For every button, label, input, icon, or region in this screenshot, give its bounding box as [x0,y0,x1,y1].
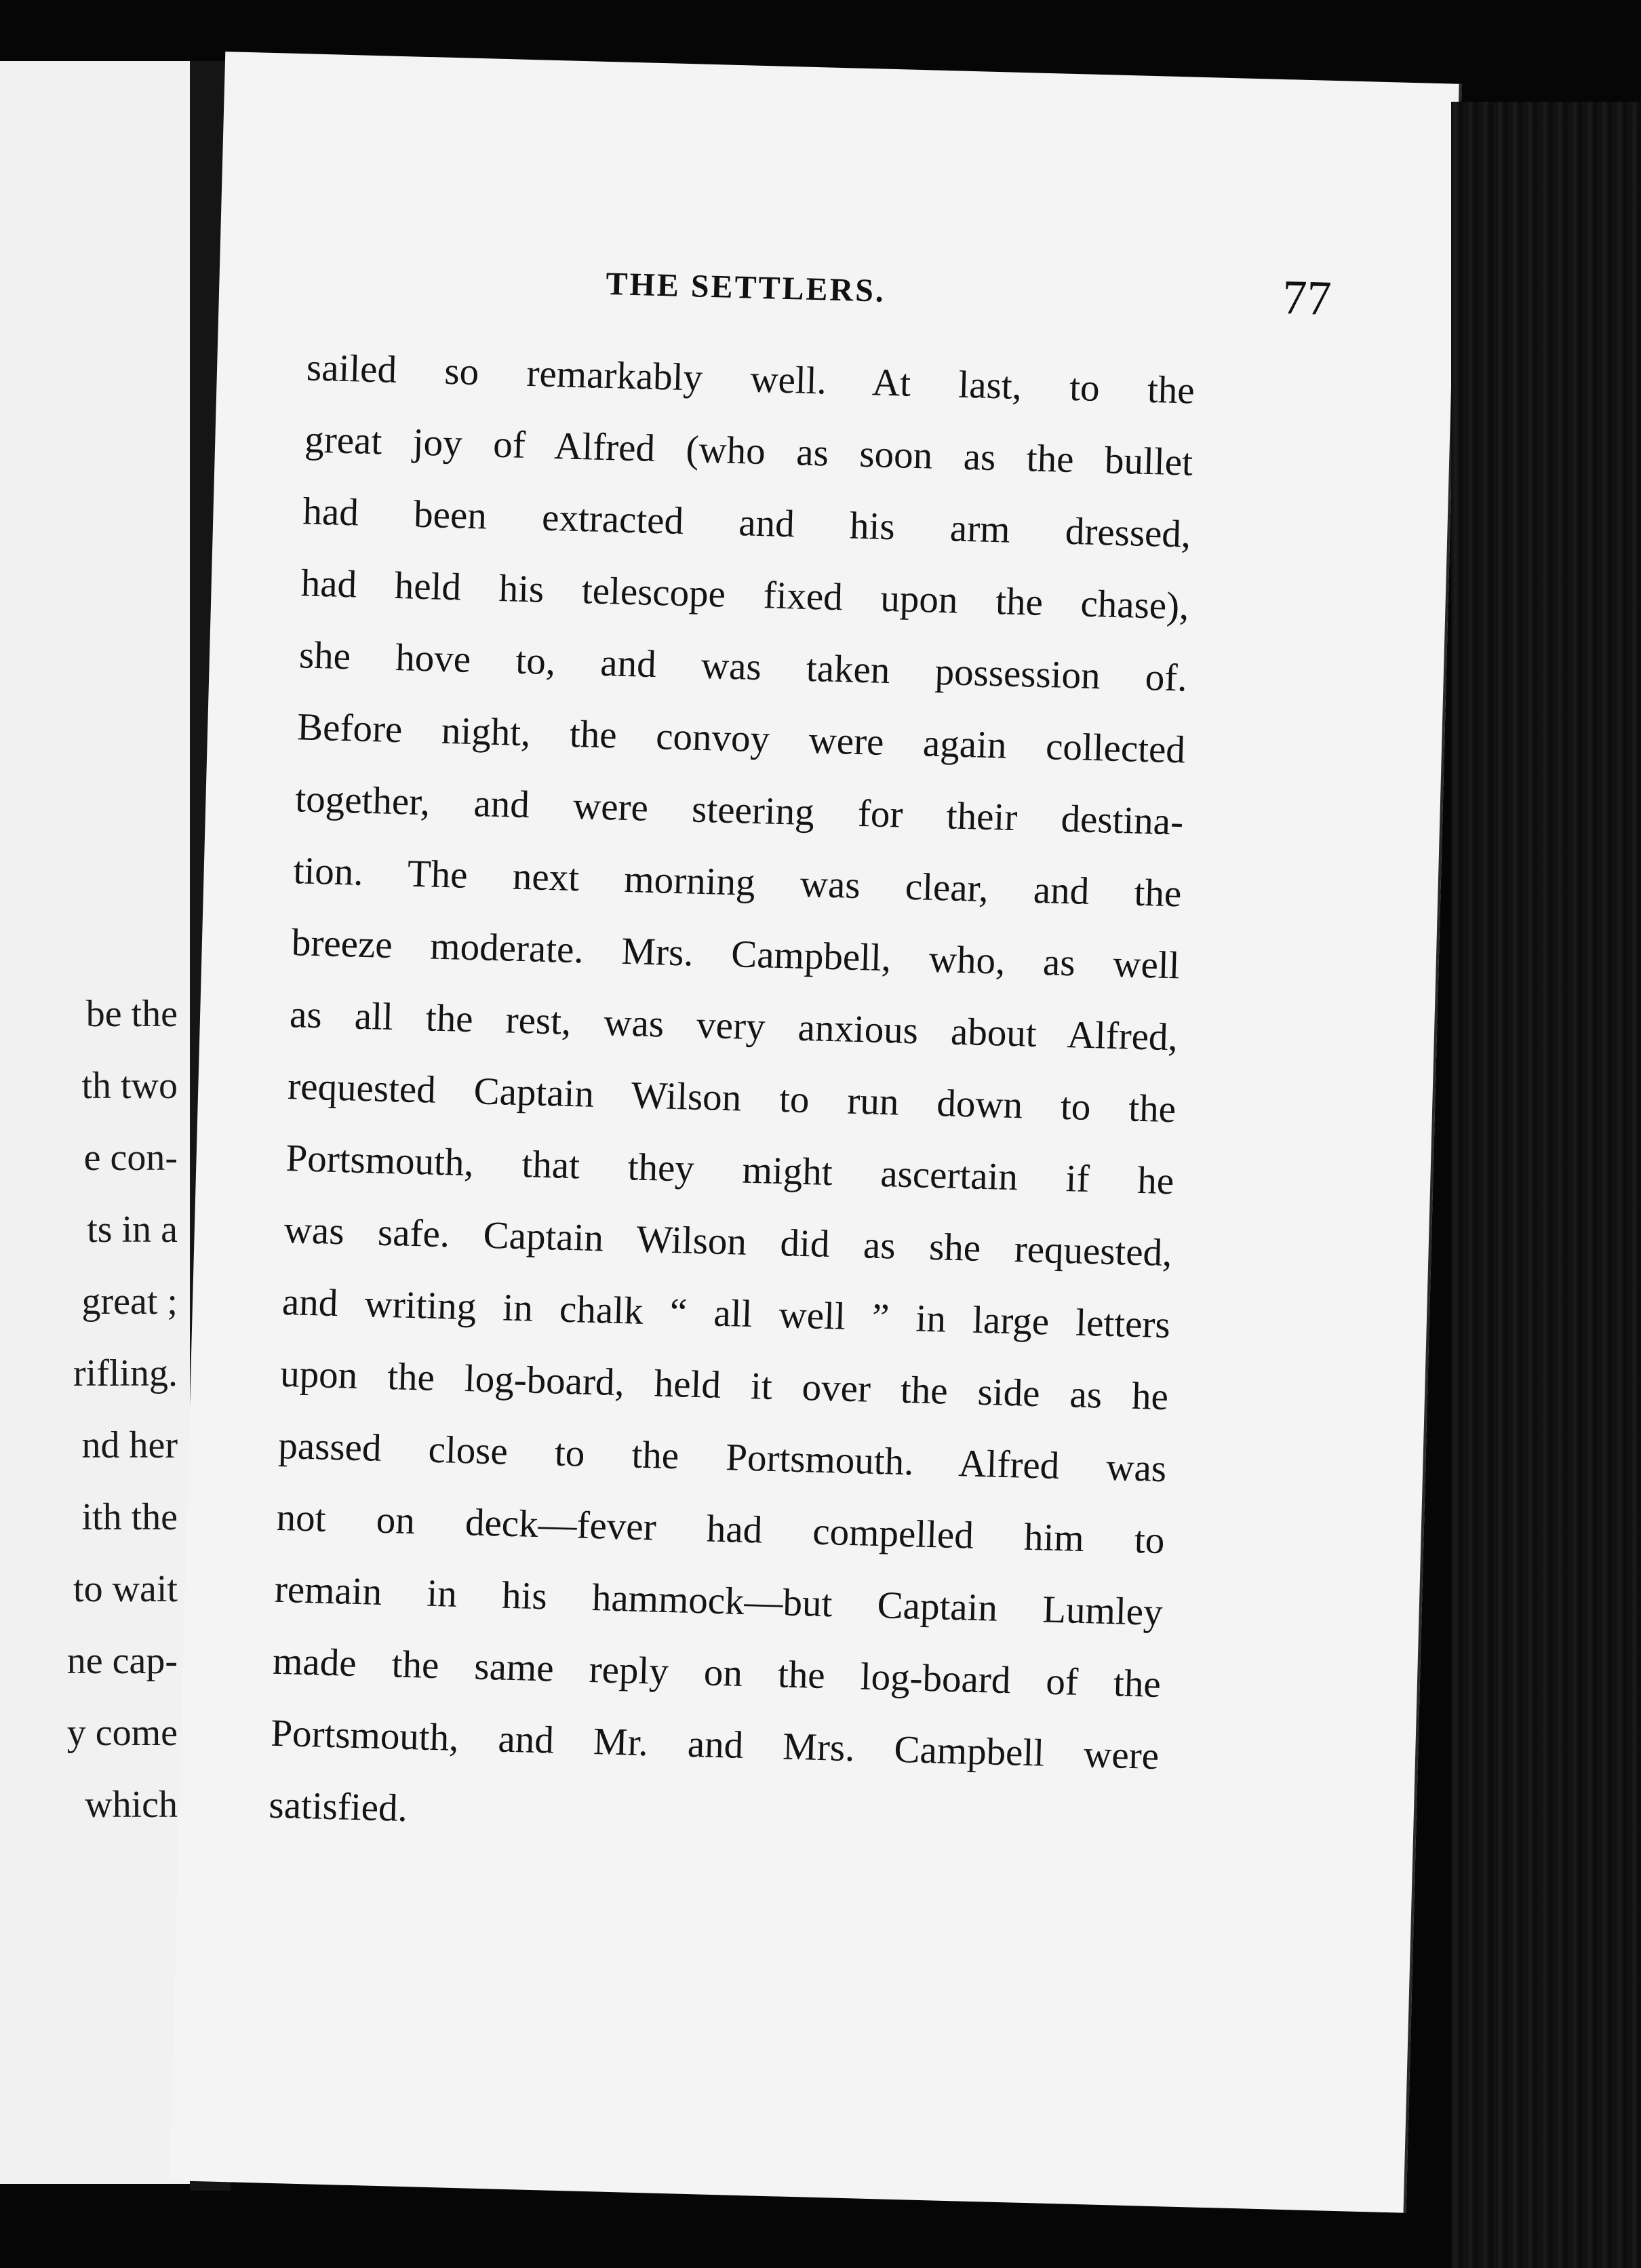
left-line: be the [85,993,178,1035]
text-line: satisfied. [268,1783,408,1831]
text-line: passed close to the Portsmouth. Alfred was [277,1424,1167,1491]
text-line: Before night, the convoy were again collected [296,705,1186,772]
left-facing-page [0,61,194,2184]
text-line: was safe. Captain Wilson did as she requested, [283,1208,1173,1275]
left-line: great ; [81,1280,178,1323]
text-line: Portsmouth, that they might ascertain if he [285,1137,1175,1203]
left-line: nd her [81,1424,178,1466]
text-line: made the same reply on the log-board of the [272,1639,1162,1706]
running-head [313,237,1332,345]
text-line: not on deck—fever had compelled him to [275,1495,1166,1563]
text-line: tion. The next morning was clear, and the [292,849,1183,916]
text-line: breeze moderate. Mrs. Campbell, who, as well [291,921,1181,988]
text-line: together, and were steering for their destina- [294,777,1184,844]
book-fore-edge [1451,102,1641,2268]
left-line: ith the [81,1496,178,1538]
left-line: rifling. [73,1352,178,1394]
left-line: which [85,1784,178,1826]
left-line: th two [81,1065,178,1107]
text-line: had held his telescope fixed upon the chase), [300,562,1190,628]
text-line: as all the rest, was very anxious about Alfred, [289,993,1179,1059]
text-line: she hove to, and was taken possession of. [298,633,1188,700]
left-line: y come [66,1712,178,1754]
text-line: remain in his hammock—but Captain Lumley [274,1567,1164,1635]
left-line: ne cap- [66,1640,178,1682]
page-number: 77 [1282,270,1332,326]
text-line: great joy of Alfred (who as soon as the bullet [304,418,1193,484]
right-page [170,52,1462,2213]
body-text [268,332,1195,1864]
text-line: requested Captain Wilson to run down to the [287,1065,1177,1131]
left-line: e con- [83,1137,178,1179]
left-page-text [0,978,178,1841]
text-line: and writing in chalk “ all well ” in large letters [281,1280,1171,1347]
text-line: sailed so remarkably well. At last, to the [306,346,1195,412]
text-line: had been extracted and his arm dressed, [302,490,1191,556]
left-line: ts in a [87,1209,178,1251]
text-line: Portsmouth, and Mr. and Mrs. Campbell were [270,1711,1160,1778]
left-line: to wait [73,1568,178,1610]
running-title: THE SETTLERS. [605,265,886,309]
text-line: upon the log-board, held it over the side as he [279,1352,1169,1419]
